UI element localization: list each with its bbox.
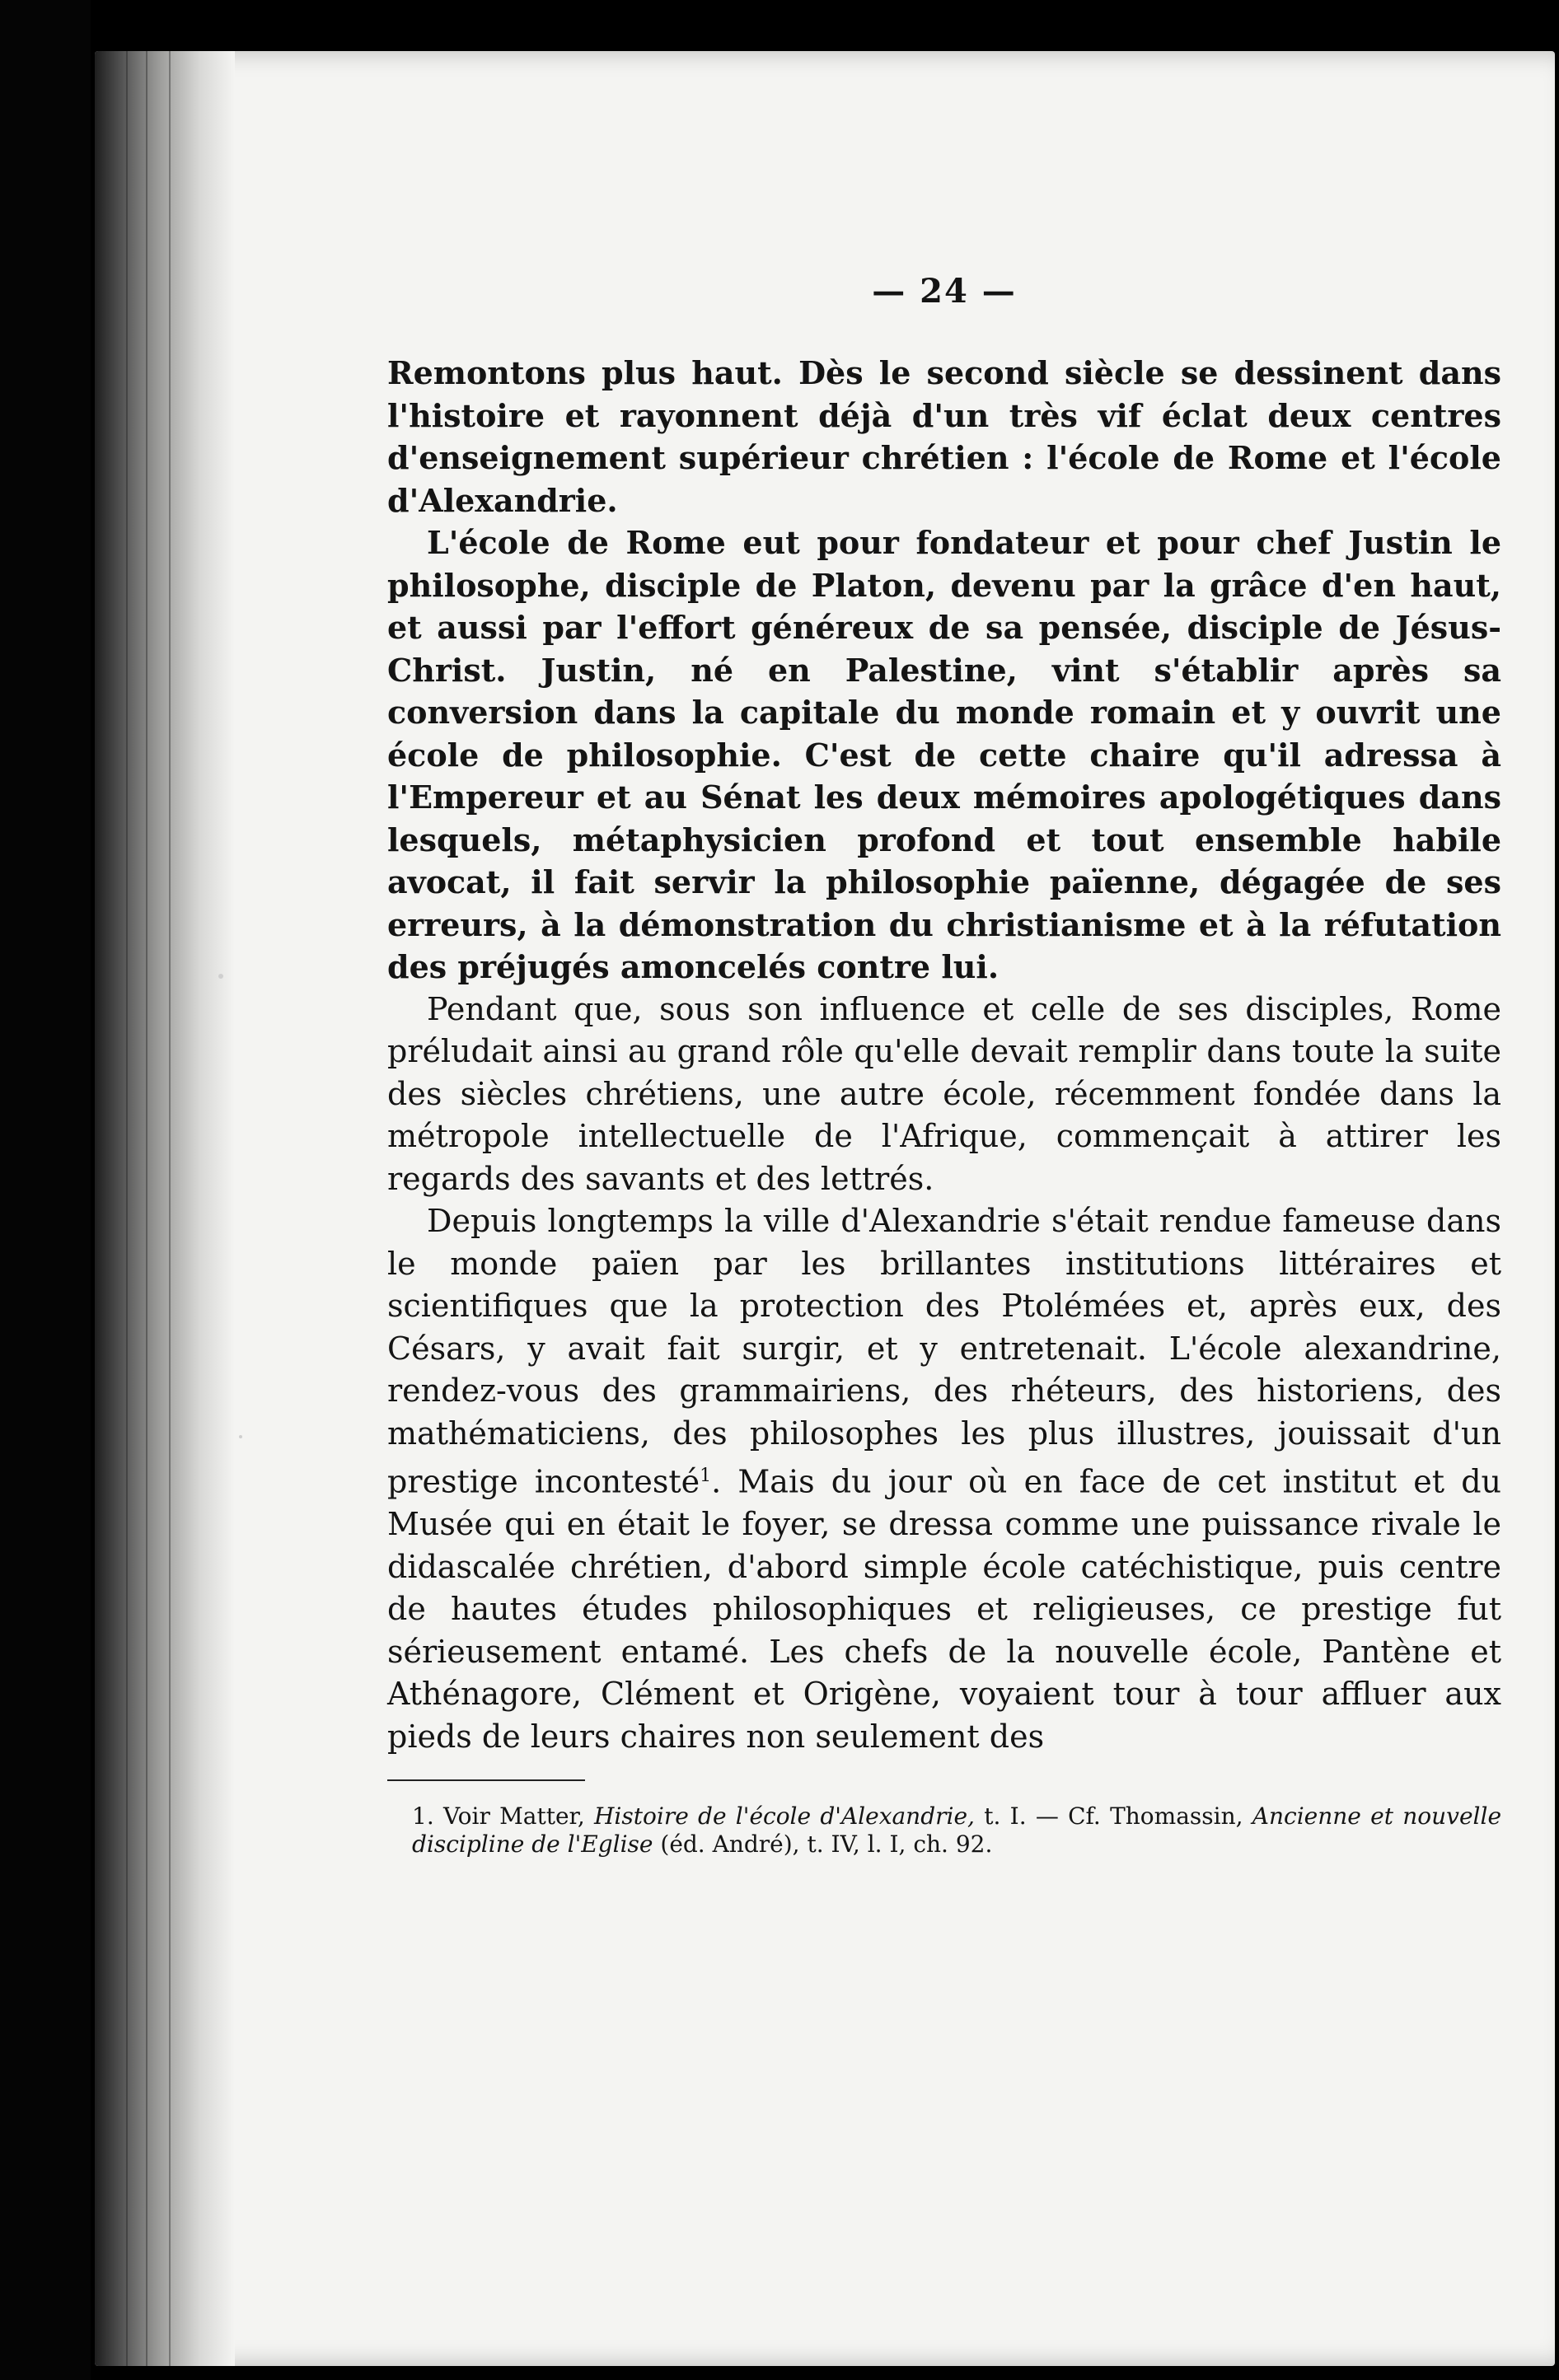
footnote-number: 1. (412, 1803, 434, 1831)
footnote-text-c: (éd. André), t. IV, l. I, ch. 92. (660, 1831, 993, 1859)
gutter-line (169, 51, 171, 2366)
footnote-text-a: Voir Matter, (442, 1803, 585, 1831)
paragraph-3: Pendant que, sous son influence et celle de ses disciples, Rome préludait ainsi au grand rôle qu'elle devait remplir dans toute la suite des siècles chrétiens, une autre école, récemment fondée dans la métropole intellectuelle de l'Afrique, commençait à attirer les regards des savants et des lettrés. (387, 990, 1501, 1197)
gutter-line (126, 51, 128, 2366)
paragraph-1: Remontons plus haut. Dès le second siècle se dessinent dans l'histoire et rayonnent déjà d'un très vif éclat deux centres d'enseignement supérieur chrétien : l'école de Rome et l'école d'Alexandrie. (387, 354, 1501, 519)
page-number: — 24 — (872, 272, 1017, 311)
gutter-line (146, 51, 147, 2366)
page-gutter-shadow (95, 51, 235, 2366)
footnote-reference: 1 (700, 1466, 712, 1486)
footnote-title-a: Histoire de l'école d'Alexandrie, (594, 1803, 975, 1831)
footnote-text-b: t. I. — Cf. Thomassin, (984, 1803, 1243, 1831)
scan-left-margin (0, 0, 91, 2380)
footnote (387, 1803, 1501, 1859)
paragraph-4-continued: Mais du jour où en face de cet institut et du Musée qui en était le foyer, se dressa comme une puissance rivale le didascalée chrétien, d'abord simple école catéchistique, puis centre de hautes études philosophiques et religieuses, ce prestige fut sérieusement entamé. Les chefs de la nouvelle école, Pantène et Athénagore, Clément et Origène, voyaient tour à tour affluer aux pieds de leurs chaires non seulement des (387, 1463, 1501, 1755)
scan-speck (218, 974, 223, 979)
paragraph-2: L'école de Rome eut pour fondateur et pour chef Justin le philosophe, disciple de Platon, devenu par la grâce d'en haut, et aussi par l'effort généreux de sa pensée, disciple de Jésus-Christ. Justin, né en Palestine, vint s'établir après sa conversion dans la capitale du monde romain et y ouvrit une école de philosophie. C'est de cette chaire qu'il adressa à l'Empereur et au Sénat les deux mémoires apologétiques dans lesquels, métaphysicien profond et tout ensemble habile avocat, il fait servir la philosophie païenne, dégagée de ses erreurs, à la démonstration du christianisme et à la réfutation des préjugés amoncelés contre lui. (387, 524, 1501, 985)
scan-speck (239, 1435, 242, 1438)
footnote-title-b: Ancienne et nouvelle discipline de l'Eglise (412, 1803, 1502, 1859)
paragraph-4-text: Depuis longtemps la ville d'Alexandrie s'était rendue fameuse dans le monde païen par les brillantes institutions littéraires et scientifiques que la protection des Ptolémées et, après eux, des Césars, y avait fait surgir, et y entretenait. L'école alexandrine, rendez-vous des grammairiens, des rhéteurs, des historiens, des mathématiciens, des philosophes les plus illustres, jouissait d'un prestige incontesté (387, 1203, 1501, 1500)
page-text (387, 272, 1501, 1859)
paragraph-4: Depuis longtemps la ville d'Alexandrie s'était rendue fameuse dans le monde païen par les brillantes institutions littéraires et scientifiques que la protection des Ptolémées et, après eux, des Césars, y avait fait surgir, et y entretenait. L'école alexandrine, rendez-vous des grammairiens, des rhéteurs, des historiens, des mathématiciens, des philosophes les plus illustres, jouissait d'un prestige incontesté$^1$. Mais du jour où en face de cet institut et du Musée qui en était le foyer, se dressa comme une puissance rivale le didascalée chrétien, d'abord simple école catéchistique, puis centre de hautes études philosophiques et religieuses, ce prestige fut sérieusement entamé. Les chefs de la nouvelle école, Pantène et Athénagore, Clément et Origène, voyaient tour à tour affluer aux pieds de leurs chaires non seulement des (387, 1203, 1501, 1755)
footnote-divider (387, 1779, 585, 1781)
